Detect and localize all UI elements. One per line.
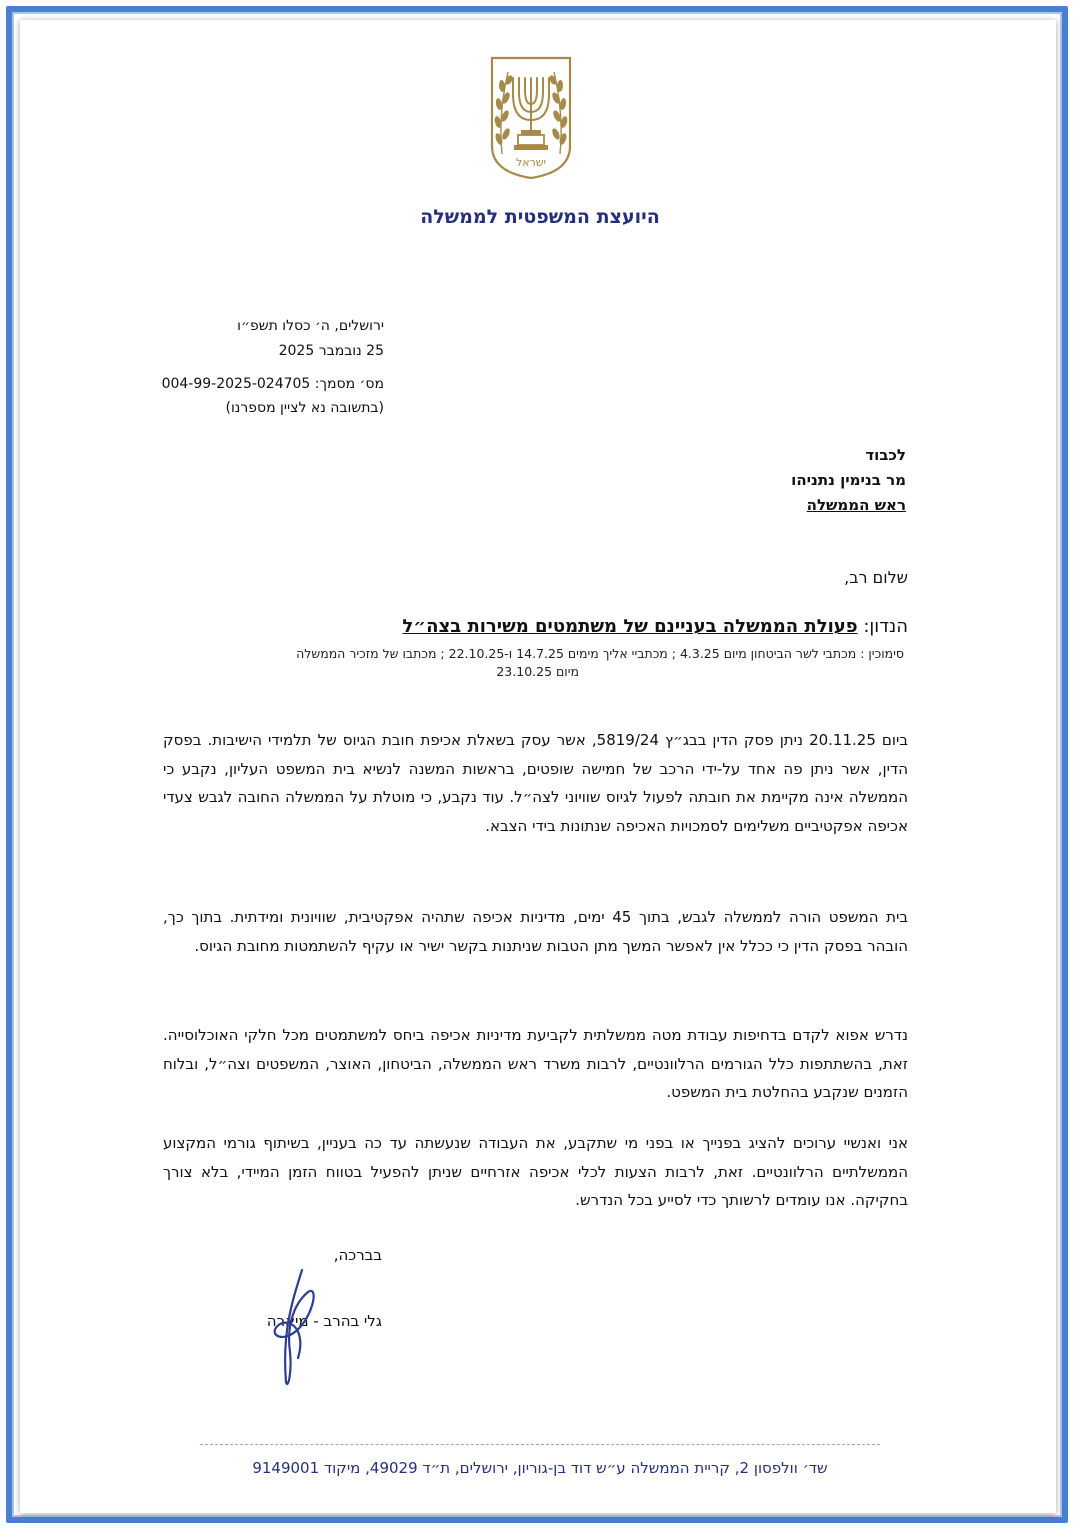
references-line-2: מיום 23.10.25 [496, 664, 579, 679]
reference-line [162, 376, 384, 392]
place-hebrew-date: ירושלים, ה׳ כסלו תשפ״ו [237, 318, 384, 334]
reference-number: 004-99-2025-024705 [161, 376, 311, 392]
footer-address: שד׳ וולפסון 2, קריית הממשלה ע״ש דוד בן-גוריון, ירושלים, ת״ד 49029, מיקוד 9149001 [252, 1459, 828, 1477]
subject-text: פעולת הממשלה בעניינם של משתמטים משירות בצה״ל [402, 616, 858, 637]
gregorian-date: 25 נובמבר 2025 [278, 343, 384, 359]
recipient-title: ראש הממשלה [806, 496, 906, 514]
body-paragraph-3: נדרש אפוא לקדם בדחיפות עבודת מטה ממשלתית לקביעת מדיניות אכיפה ביחס למשתמטים מכל חלקי האוכלוסייה. זאת, בהשתתפות כלל הגורמים הרלוונטיים, לרבות משרד ראש הממשלה, הביטחון, האוצר, המשפטים וצה״ל, ובלוח הזמנים שנקבע בהחלטת בית המשפט. [163, 1026, 908, 1101]
recipient-name: מר בנימין נתניהו [791, 471, 906, 489]
greeting: שלום רב, [844, 568, 908, 587]
ministry-title: היועצת המשפטית לממשלה [420, 206, 660, 228]
references-line-1: סימוכין : מכתבי לשר הביטחון מיום 4.3.25 ; מכתביי אליך מימים 14.7.25 ו-22.10.25 ; מכתבו של מזכיר הממשלה [296, 646, 904, 661]
body-paragraph-4: אני ואנשיי ערוכים להציג בפנייך או בפני מי שתקבע, את העבודה שנעשתה עד כה בעניין, בשיתוף גורמי המקצוע הממשלתיים הרלוונטיים. זאת, לרבות הצעות לכלי אכיפה אזרחיים שניתן להפעיל בטווח הזמן המיידי, בלא צורך בחקיקה. אנו עומדים לרשותך כדי לסייע בכל הנדרש. [163, 1134, 908, 1209]
recipient-salutation: לכבוד [865, 446, 906, 464]
subject-label: הנדון: [863, 616, 908, 637]
references [164, 645, 904, 681]
closing-regards: בברכה, [333, 1246, 382, 1264]
body-paragraph-1: ביום 20.11.25 ניתן פסק הדין בבג״ץ 5819/24, אשר עסק בשאלת אכיפת חובת הגיוס של תלמידי הישיבות. בפסק הדין, אשר ניתן פה אחד על-ידי הרכב של חמישה שופטים, בראשות המשנה לנשיא בית המשפט העליון, נקבע כי הממשלה אינה מקיימת את חובתה לפעול לגיוס שוויוני לצה״ל. עוד נקבע, כי מוטלת על הממשלה החובה לגבש צעדי אכיפה אפקטיביים משלימים לסמכויות האכיפה שנתונות בידי הצבא. [163, 731, 909, 835]
signer-name: גלי בהרב - מיארה [266, 1312, 382, 1330]
emblem-caption: ישראל [515, 156, 547, 169]
body-paragraph-2: בית המשפט הורה לממשלה לגבש, בתוך 45 ימים, מדיניות אכיפה שתהיה אפקטיבית, שוויונית ומידתית. בתוך כך, הובהר בפסק הדין כי ככלל אין לאפשר המשך מתן הטבות שניתנות בקשר ישיר או עקיף להשתמטות מחובת הגיוס. [163, 908, 908, 955]
signature-icon [262, 1262, 324, 1392]
footer-divider [200, 1444, 880, 1445]
emblem-of-israel-icon [488, 54, 574, 182]
reference-note: (בתשובה נא לציין מספרנו) [225, 400, 384, 416]
subject-line [402, 616, 908, 637]
reference-label: מס׳ מסמך: [314, 376, 384, 392]
